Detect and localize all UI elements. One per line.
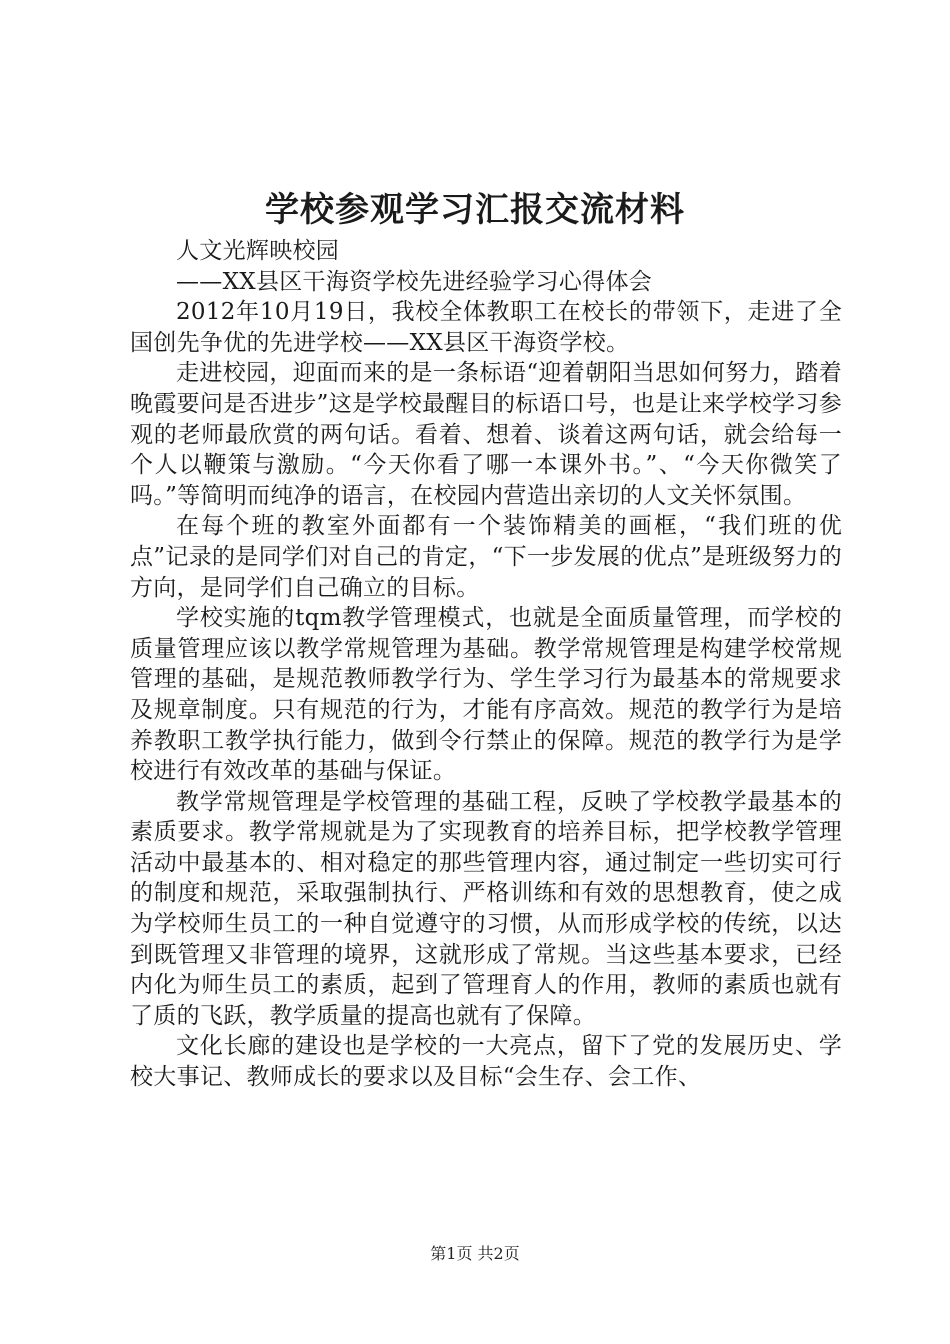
body-paragraph: 2012年10月19日，我校全体教职工在校长的带领下，走进了全国创先争优的先进学校——XX县区干海资学校。 (130, 299, 842, 356)
subtitle-line: 人文光辉映校园 (176, 238, 340, 264)
body-paragraph: 走进校园，迎面而来的是一条标语“迎着朝阳当思如何努力，踏着晚霞要问是否进步”这是学校最醒目的标语口号，也是让来学校学习参观的老师最欣赏的两句话。看着、想着、谈着这两句话，就会给每一个人以鞭策与激励。“今天你看了哪一本课外书。”、“今天你微笑了吗。”等简明而纯净的语言，在校园内营造出亲切的人文关怀氛围。 (130, 360, 842, 509)
subtitle-line: ——XX县区干海资学校先进经验学习心得体会 (176, 268, 653, 295)
body-paragraph: 在每个班的教室外面都有一个装饰精美的画框，“我们班的优点”记录的是同学们对自己的肯定，“下一步发展的优点”是班级努力的方向，是同学们自己确立的目标。 (130, 513, 842, 601)
body-paragraph: 学校实施的tqm教学管理模式，也就是全面质量管理，而学校的质量管理应该以教学常规管理为基础。教学常规管理是构建学校常规管理的基础，是规范教师教学行为、学生学习行为最基本的常规要求及规章制度。只有规范的行为，才能有序高效。规范的教学行为是培养教职工教学执行能力，做到令行禁止的保障。规范的教学行为是学校进行有效改革的基础与保证。 (130, 605, 842, 785)
document-body (130, 236, 842, 1093)
page-number-footer: 第1页 共2页 (430, 1244, 520, 1263)
document-title: 学校参观学习汇报交流材料 (265, 190, 685, 230)
body-paragraph: 文化长廊的建设也是学校的一大亮点，留下了党的发展历史、学校大事记、教师成长的要求以及目标“会生存、会工作、 (130, 1033, 842, 1091)
body-paragraph: 教学常规管理是学校管理的基础工程，反映了学校教学最基本的素质要求。教学常规就是为了实现教育的培养目标，把学校教学管理活动中最基本的、相对稳定的那些管理内容，通过制定一些切实可行的制度和规范，采取强制执行、严格训练和有效的思想教育，使之成为学校师生员工的一种自觉遵守的习惯，从而形成学校的传统，以达到既管理又非管理的境界，这就形成了常规。当这些基本要求，已经内化为师生员工的素质，起到了管理育人的作用，教师的素质也就有了质的飞跃，教学质量的提高也就有了保障。 (130, 788, 842, 1029)
